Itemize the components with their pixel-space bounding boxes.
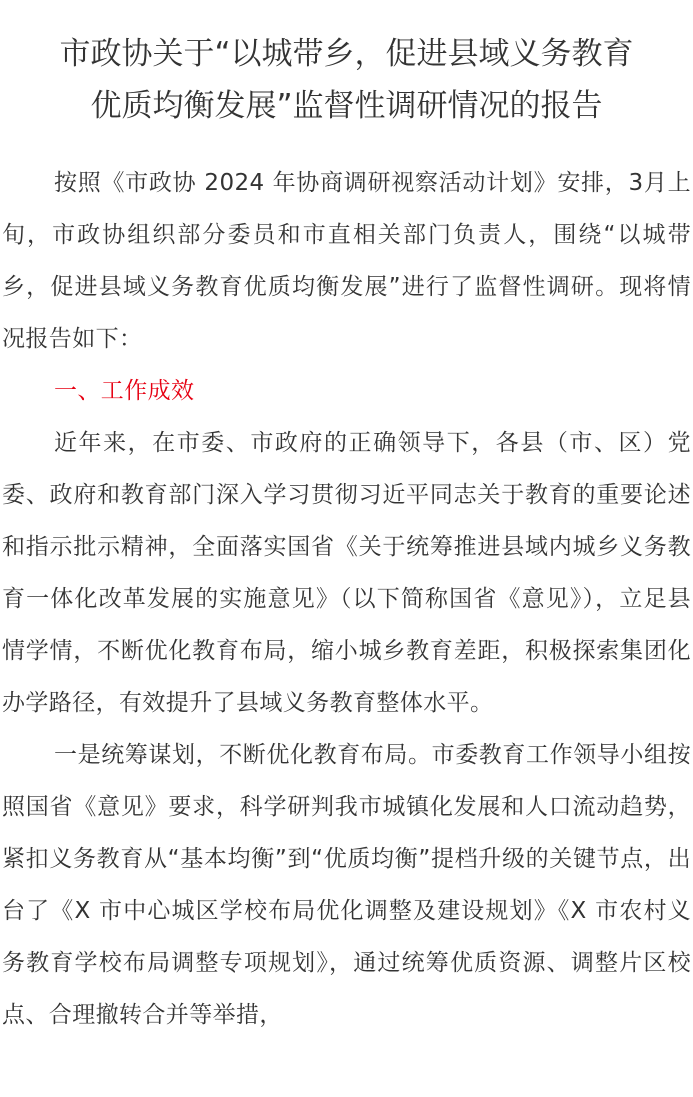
report-body bbox=[2, 157, 691, 1041]
intro-paragraph: 按照《市政协 2024 年协商调研视察活动计划》安排，3月上旬，市政协组织部分委员和市直相关部门负责人，围绕“以城带乡，促进县域义务教育优质均衡发展”进行了监督性调研。现将情况报告如下： bbox=[2, 170, 691, 352]
report-title bbox=[0, 0, 693, 132]
report-title-line-2: 优质均衡发展”监督性调研情况的报告 bbox=[90, 88, 603, 124]
planning-paragraph: 一是统筹谋划，不断优化教育布局。市委教育工作领导小组按照国省《意见》要求，科学研判我市城镇化发展和人口流动趋势，紧扣义务教育从“基本均衡”到“优质均衡”提档升级的关键节点，出台了《X 市中心城区学校布局优化调整及建设规划》《X 市农村义务教育学校布局调整专项规划》，通过统筹优质资源、调整片区校点、合理撤转合并等举措， bbox=[2, 742, 691, 1028]
section-heading-achievements: 一、工作成效 bbox=[54, 378, 195, 404]
overview-paragraph: 近年来，在市委、市政府的正确领导下，各县（市、区）党委、政府和教育部门深入学习贯彻习近平同志关于教育的重要论述和指示批示精神，全面落实国省《关于统筹推进县域内城乡义务教育一体化改革发展的实施意见》（以下简称国省《意见》），立足县情学情，不断优化教育布局，缩小城乡教育差距，积极探索集团化办学路径，有效提升了县域义务教育整体水平。 bbox=[2, 430, 691, 716]
report-title-line-1: 市政协关于“以城带乡，促进县域义务教育 bbox=[59, 36, 634, 72]
